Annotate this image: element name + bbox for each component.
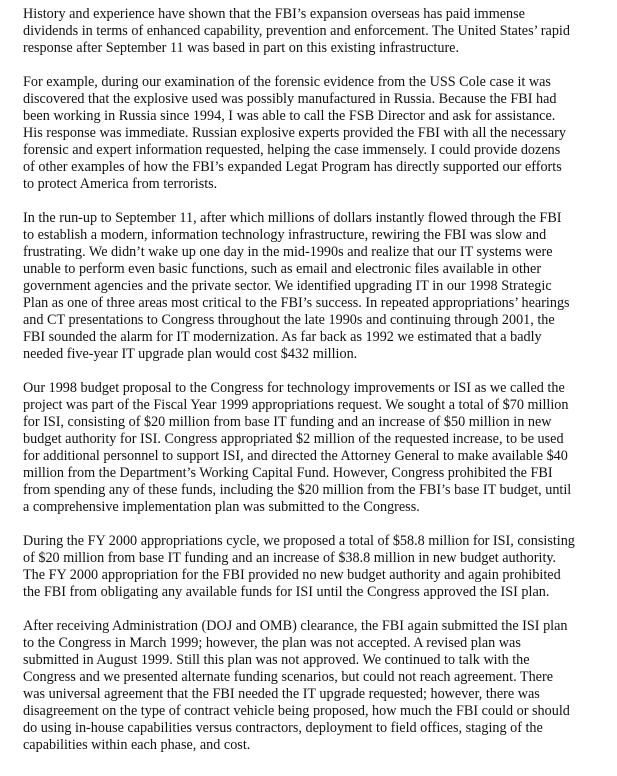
text-line: After receiving Administration (DOJ and OMB) clearance, the FBI again submitted the ISI plan <box>23 618 568 634</box>
text-line: In the run-up to September 11, after which millions of dollars instantly flowed through the FBI <box>23 210 562 226</box>
text-line: a comprehensive implementation plan was submitted to the Congress. <box>23 499 420 515</box>
text-line: disagreement on the type of contract vehicle being proposed, how much the FBI could or should <box>23 703 570 719</box>
text-line: frustrating. We didn’t wake up one day in the mid-1990s and realize that our IT systems were <box>23 244 553 260</box>
text-line: budget authority for ISI. Congress appropriated $2 million of the requested increase, to be used <box>23 431 564 447</box>
paragraph <box>23 6 603 57</box>
text-line: of other examples of how the FBI’s expanded Legat Program has directly supported our efforts <box>23 159 562 175</box>
text-line: unable to perform even basic functions, such as email and electronic files available in other <box>23 261 542 277</box>
text-line: dividends in terms of enhanced capability, prevention and enforcement. The United States’ rapid <box>23 23 570 39</box>
text-line: from spending any of these funds, including the $20 million from the FBI’s base IT budget, until <box>23 482 572 498</box>
paragraph <box>23 618 603 754</box>
text-line: Plan as one of three areas most critical to the FBI’s success. In repeated appropriations’ hearings <box>23 295 570 311</box>
text-line: do using in-house capabilities versus contractors, deployment to field offices, staging of the <box>23 720 543 736</box>
text-line: History and experience have shown that the FBI’s expansion overseas has paid immense <box>23 6 525 22</box>
paragraph <box>23 210 603 363</box>
text-line: the FBI from obligating any available funds for ISI until the Congress approved the ISI plan. <box>23 584 550 600</box>
text-line: for ISI, consisting of $20 million from base IT funding and an increase of $50 million in new <box>23 414 552 430</box>
text-line: been working in Russia since 1994, I was able to call the FSB Director and ask for assistance. <box>23 108 556 124</box>
text-line: to the Congress in March 1999; however, the plan was not accepted. A revised plan was <box>23 635 521 651</box>
text-line: During the FY 2000 appropriations cycle, we proposed a total of $58.8 million for ISI, consisting <box>23 533 575 549</box>
text-line: Our 1998 budget proposal to the Congress for technology improvements or ISI as we called the <box>23 380 565 396</box>
text-line: for additional personnel to support ISI, and directed the Attorney General to make available $40 <box>23 448 568 464</box>
text-line: project was part of the Fiscal Year 1999 appropriations request. We sought a total of $70 million <box>23 397 569 413</box>
text-line: was universal agreement that the FBI needed the IT upgrade requested; however, there was <box>23 686 540 702</box>
text-line: capabilities within each phase, and cost. <box>23 737 251 753</box>
text-line: FBI sounded the alarm for IT modernization. As far back as 1992 we estimated that a badly <box>23 329 542 345</box>
text-line: discovered that the explosive used was possibly manufactured in Russia. Because the FBI had <box>23 91 557 107</box>
text-line: and CT presentations to Congress throughout the late 1990s and continuing through 2001, the <box>23 312 555 328</box>
text-line: to protect America from terrorists. <box>23 176 218 192</box>
text-line: His response was immediate. Russian explosive experts provided the FBI with all the necessary <box>23 125 566 141</box>
document-body <box>23 6 603 754</box>
paragraph <box>23 533 603 601</box>
text-line: of $20 million from base IT funding and an increase of $38.8 million in new budget authority. <box>23 550 557 566</box>
text-line: The FY 2000 appropriation for the FBI provided no new budget authority and again prohibited <box>23 567 561 583</box>
text-line: needed five-year IT upgrade plan would cost $432 million. <box>23 346 358 362</box>
paragraph <box>23 380 603 516</box>
text-line: million from the Department’s Working Capital Fund. However, Congress prohibited the FBI <box>23 465 553 481</box>
paragraph <box>23 74 603 193</box>
text-line: For example, during our examination of the forensic evidence from the USS Cole case it was <box>23 74 551 90</box>
text-line: forensic and expert information requested, helping the case immensely. I could provide dozens <box>23 142 561 158</box>
text-line: to establish a modern, information technology infrastructure, rewiring the FBI was slow and <box>23 227 547 243</box>
text-line: submitted in August 1999. Still this plan was not approved. We continued to talk with the <box>23 652 530 668</box>
text-line: Congress and we presented alternate funding scenarios, but could not reach agreement. There <box>23 669 553 685</box>
text-line: response after September 11 was based in part on this existing infrastructure. <box>23 40 460 56</box>
text-line: government agencies and the private sector. We identified upgrading IT in our 1998 Strategic <box>23 278 552 294</box>
